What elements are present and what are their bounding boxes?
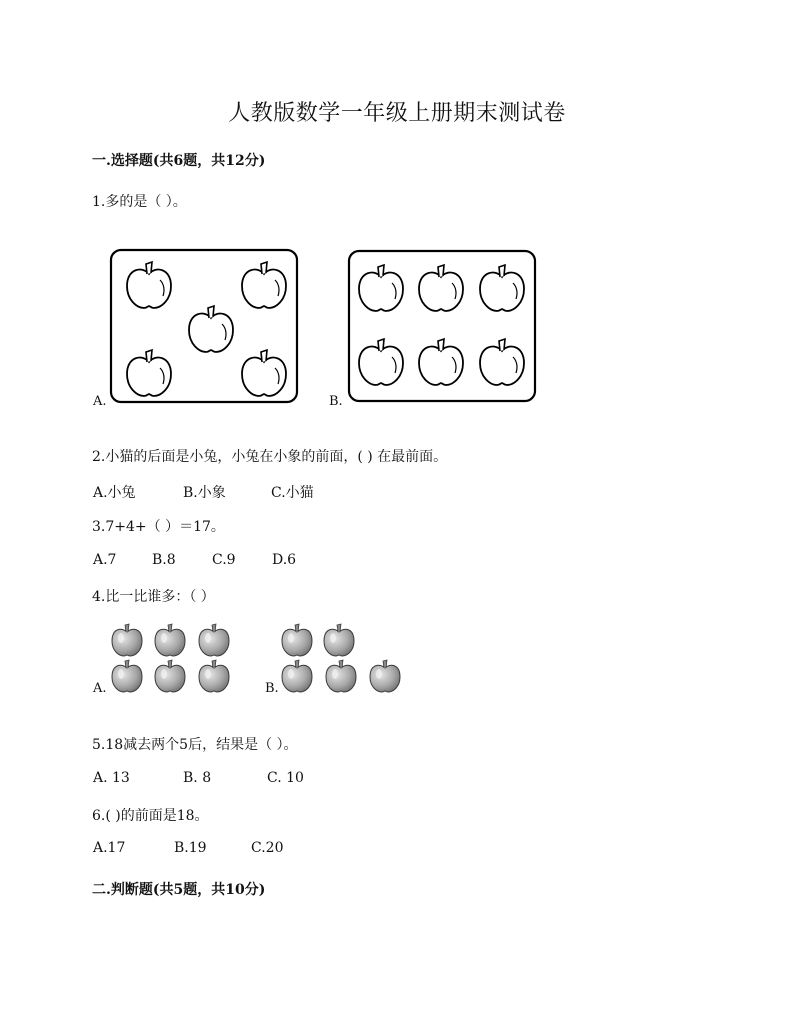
apple-gray-icon: [199, 624, 229, 656]
q3-option-d[interactable]: D.6: [272, 552, 297, 568]
question-5-stem: 5.18减去两个5后，结果是（ ）。: [92, 737, 298, 753]
q2-option-a[interactable]: A.小兔: [93, 485, 136, 501]
apple-gray-icon: [326, 660, 356, 692]
apple-gray-icon: [282, 624, 312, 656]
q6-option-c[interactable]: C.20: [251, 840, 284, 856]
q3-option-c[interactable]: C.9: [212, 552, 236, 568]
question-1-stem: 1.多的是（ ）。: [92, 194, 187, 210]
section-heading-choice: 一.选择题(共6题，共12分): [92, 153, 266, 169]
q1-option-a-figure: [108, 248, 300, 406]
apple-gray-icon: [370, 660, 400, 692]
apple-gray-icon: [155, 624, 185, 656]
q4-option-a-figure: [108, 622, 238, 694]
page-title: 人教版数学一年级上册期末测试卷: [228, 101, 566, 126]
q6-option-a[interactable]: A.17: [93, 840, 126, 856]
q1-option-a-label[interactable]: A.: [93, 394, 107, 409]
q1-option-b-figure: [346, 250, 538, 406]
apple-gray-icon: [324, 624, 354, 656]
apple-gray-icon: [199, 660, 229, 692]
q2-option-b[interactable]: B.小象: [183, 485, 226, 501]
q1-option-b-label[interactable]: B.: [329, 394, 343, 409]
question-3-stem: 3.7+4+（ ）＝17。: [92, 519, 225, 535]
q4-option-b-figure: [280, 622, 406, 694]
q3-option-a[interactable]: A.7: [93, 552, 117, 568]
q5-option-c[interactable]: C. 10: [267, 770, 304, 786]
q4-option-a-label[interactable]: A.: [93, 681, 107, 696]
apple-gray-icon: [112, 660, 142, 692]
apple-gray-icon: [112, 624, 142, 656]
question-2-stem: 2.小猫的后面是小兔，小兔在小象的前面，( ) 在最前面。: [92, 449, 448, 465]
question-4-stem: 4.比一比谁多：（ ）: [92, 589, 215, 605]
q3-option-b[interactable]: B.8: [152, 552, 176, 568]
q5-option-b[interactable]: B. 8: [183, 770, 212, 786]
q2-option-c[interactable]: C.小猫: [271, 485, 314, 501]
q5-option-a[interactable]: A. 13: [93, 770, 130, 786]
apple-gray-icon: [282, 660, 312, 692]
apple-gray-icon: [155, 660, 185, 692]
q4-option-b-label[interactable]: B.: [265, 681, 279, 696]
q6-option-b[interactable]: B.19: [174, 840, 207, 856]
question-6-stem: 6.( )的前面是18。: [92, 808, 209, 824]
section-heading-judgment: 二.判断题(共5题，共10分): [92, 882, 266, 898]
